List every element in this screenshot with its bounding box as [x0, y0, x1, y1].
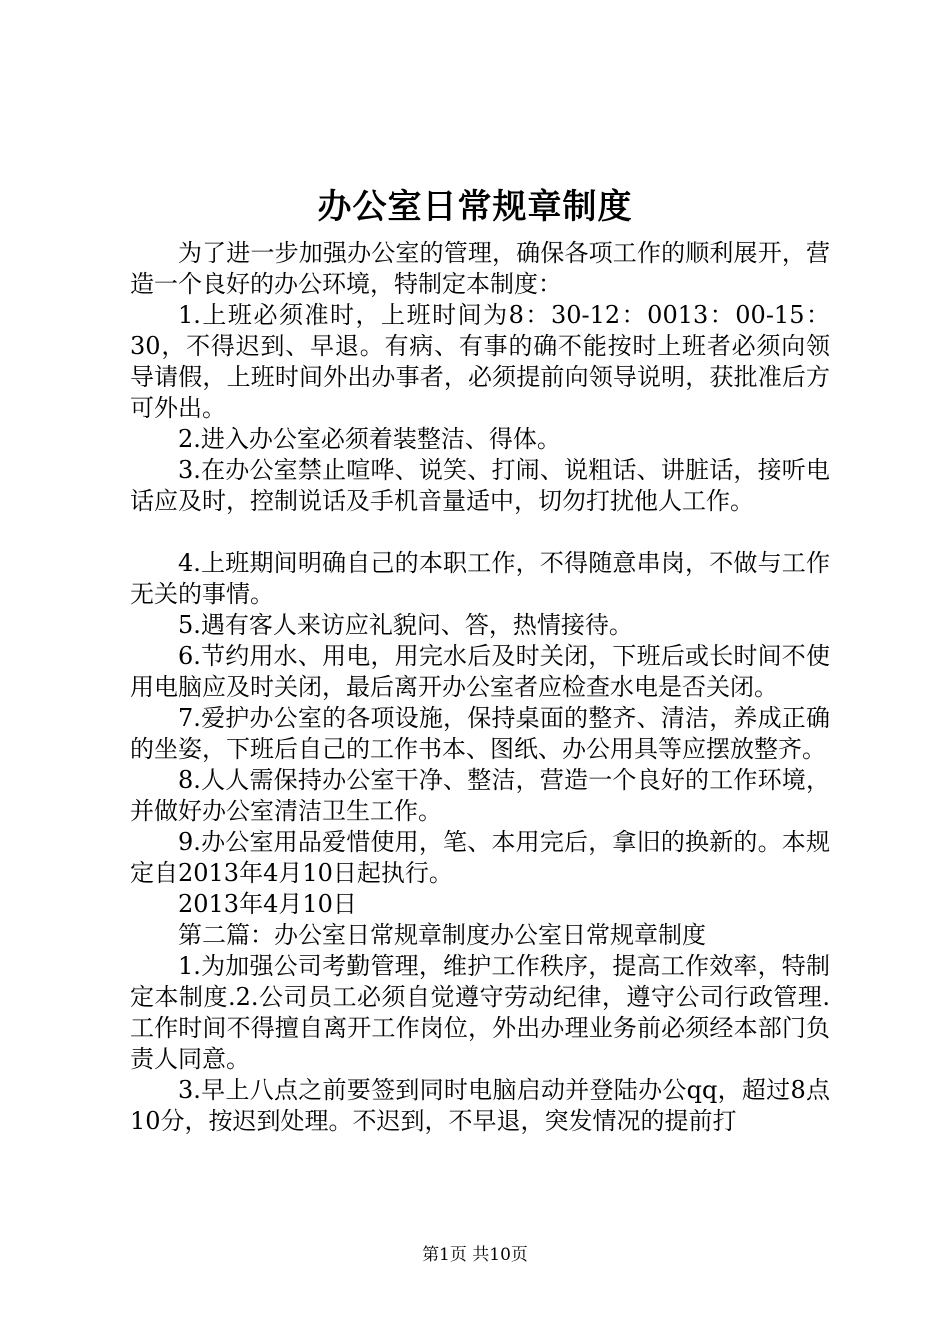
- paragraph-rule-7: 7.爱护办公室的各项设施，保持桌面的整齐、清洁，养成正确的坐姿，下班后自己的工作书本、图纸、办公用具等应摆放整齐。: [130, 704, 830, 763]
- paragraph-rule-4: 4.上班期间明确自己的本职工作，不得随意串岗，不做与工作无关的事情。: [130, 549, 830, 608]
- paragraph-rule-9: 9.办公室用品爱惜使用，笔、本用完后，拿旧的换新的。本规定自2013年4月10日起执行。: [130, 828, 830, 887]
- paragraph-intro: 为了进一步加强办公室的管理，确保各项工作的顺利展开，营造一个良好的办公环境，特制定本制度：: [130, 239, 830, 298]
- paragraph-rule-3: 3.在办公室禁止喧哗、说笑、打闹、说粗话、讲脏话，接听电话应及时，控制说话及手机音量适中，切勿打扰他人工作。: [130, 456, 830, 515]
- paragraph-section-2-rule-1: 1.为加强公司考勤管理，维护工作秩序，提高工作效率，特制定本制度.2.公司员工必须自觉遵守劳动纪律，遵守公司行政管理.工作时间不得擅自离开工作岗位，外出办理业务前必须经本部门负责人同意。: [130, 952, 830, 1073]
- page-footer: 第1页 共10页: [422, 1245, 528, 1265]
- document-title: 办公室日常规章制度: [317, 187, 633, 227]
- paragraph-rule-6: 6.节约用水、用电，用完水后及时关闭，下班后或长时间不使用电脑应及时关闭，最后离开办公室者应检查水电是否关闭。: [130, 642, 830, 701]
- paragraph-section-2-rule-3: 3.早上八点之前要签到同时电脑启动并登陆办公qq，超过8点10分，按迟到处理。不迟到，不早退，突发情况的提前打: [130, 1076, 830, 1135]
- paragraph-date: 2013年4月10日: [178, 890, 357, 918]
- paragraph-rule-5: 5.遇有客人来访应礼貌问、答，热情接待。: [178, 611, 633, 639]
- paragraph-rule-2: 2.进入办公室必须着装整洁、得体。: [178, 425, 561, 453]
- paragraph-rule-8: 8.人人需保持办公室干净、整洁，营造一个良好的工作环境，并做好办公室清洁卫生工作。: [130, 766, 830, 825]
- document-body: [130, 238, 830, 1137]
- paragraph-blank: [130, 517, 830, 548]
- paragraph-section-2-heading: 第二篇：办公室日常规章制度办公室日常规章制度: [178, 921, 706, 949]
- paragraph-rule-1: 1.上班必须准时，上班时间为8：30-12：0013：00-15：30，不得迟到、早退。有病、有事的确不能按时上班者必须向领导请假，上班时间外出办事者，必须提前向领导说明，获批准后方可外出。: [130, 301, 830, 422]
